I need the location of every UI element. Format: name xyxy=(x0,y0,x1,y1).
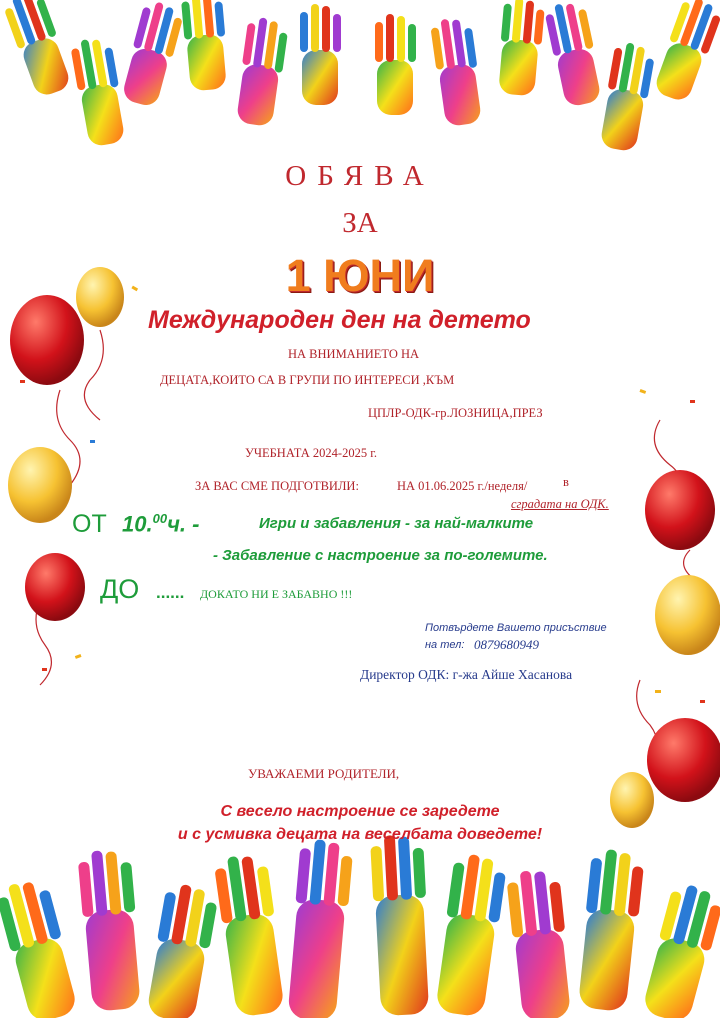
intro-event-date: НА 01.06.2025 г./неделя/ xyxy=(397,479,528,493)
event-subtitle: Международен ден на детето xyxy=(148,306,531,334)
program-start-time xyxy=(122,511,199,537)
director-signature: Директор ОДК: г-жа Айше Хасанова xyxy=(360,667,573,682)
intro-line-3: ЦПЛР-ОДК-гр.ЛОЗНИЦА,ПРЕЗ xyxy=(368,406,543,420)
intro-prepared: ЗА ВАС СМЕ ПОДГОТВИЛИ: xyxy=(195,479,359,493)
closing-verse-1: С весело настроение се заредете xyxy=(220,803,500,820)
time-hour: 10. xyxy=(122,511,153,537)
for-word: ЗА xyxy=(342,207,378,239)
intro-location: сградата на ОДК. xyxy=(511,497,609,511)
parents-greeting: УВАЖАЕМИ РОДИТЕЛИ, xyxy=(248,766,400,781)
time-minutes: 00 xyxy=(152,511,168,526)
top-hands xyxy=(1,0,720,153)
intro-line-1: НА ВНИМАНИЕТО НА xyxy=(288,347,420,361)
balloons-right xyxy=(610,389,720,828)
intro-line-4: УЧЕБНАТА 2024-2025 г. xyxy=(245,446,378,460)
program-activity-1: Игри и забавления - за най-малките xyxy=(259,515,534,532)
balloons-left xyxy=(8,267,138,685)
program-activity-2: - Забавление с настроение за по-големите. xyxy=(213,547,548,564)
time-unit: ч. - xyxy=(167,511,200,537)
intro-in: в xyxy=(563,475,569,489)
bottom-hands xyxy=(0,834,720,1018)
phone-number: 0879680949 xyxy=(474,637,539,652)
confirm-attendance: Потвърдете Вашето присъствие xyxy=(425,622,607,634)
program-from: ОТ xyxy=(72,510,107,538)
program-dots: ...... xyxy=(156,583,185,602)
program-until-text: ДОКАТО НИ Е ЗАБАВНО !!! xyxy=(200,587,353,601)
phone-label: на тел: xyxy=(425,639,465,651)
program-until: ДО xyxy=(100,574,140,604)
intro-line-2: ДЕЦАТА,КОИТО СА В ГРУПИ ПО ИНТЕРЕСИ ,КЪМ xyxy=(160,373,455,387)
closing-verse-2: и с усмивка децата на веселбата доведете! xyxy=(177,826,543,843)
event-date-title: 1 ЮНИ xyxy=(285,250,435,301)
announcement-title: ОБЯВА xyxy=(285,160,435,192)
